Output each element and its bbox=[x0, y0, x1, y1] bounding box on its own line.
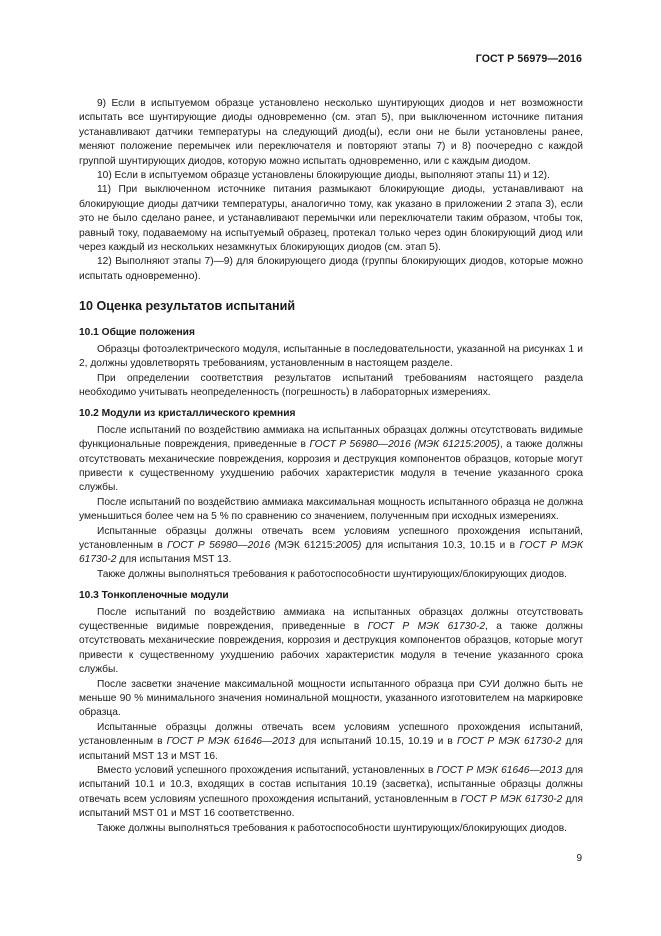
s10-2-paragraph-1 bbox=[79, 424, 583, 496]
subsection-10-1-heading: 10.1 Общие положения bbox=[79, 327, 195, 339]
text-run: для испытаний MST 01 и MST 16 соответственно. bbox=[79, 793, 583, 820]
text-run: для испытаний 10.1 и 10.3, входящих в состав испытания 10.19 (засветка), испытанные образцы должны отвечать всем условиям успешного прохождения испытаний, установленным в bbox=[79, 765, 583, 805]
standard-reference: ГОСТ Р МЭК 61730-2 bbox=[456, 736, 562, 748]
standard-reference: ГОСТ Р МЭК 61646—2013 bbox=[436, 765, 563, 777]
standard-reference: ГОСТ Р МЭК 61730-2 bbox=[460, 793, 563, 805]
subsection-10-3-heading: 10.3 Тонкопленочные модули bbox=[79, 590, 229, 602]
step-11: 11) При выключенном источнике питания размыкают блокирующие диоды, устанавливают на блокирующие диоды датчики температуры, аналогично тому, как указано в приложении 2 этапа 3), если это не было сделано ранее, и устанавливают перемычки или переключатели таким образом, чтобы ток, равный току, подаваемому на испытуемый образец, протекал только через один блокирующий диод или через каждый из нескольких незамкнутых блокирующих диодов (см. этап 5). bbox=[79, 184, 583, 254]
s10-3-paragraph-2: После засветки значение максимальной мощности испытанного образца при СУИ должно быть не меньше 90 % минимального значения номинальной мощности, указанного изготовителем на маркировке образца. bbox=[79, 678, 583, 719]
step-9: 9) Если в испытуемом образце установлено несколько шунтирующих диодов и нет возможности испытать все шунтирующие диоды одновременно (см. этап 5), при выключенном источнике питания устанавливают датчики температуры на следующий диод(ы), если они не были установлены ранее, меняют положение перемычек или переключателя и повторяют этапы 7) и 8) поочередно с каждой группой шунтирующих диодов, которую можно испытать одновременно, или с каждым диодом. bbox=[79, 98, 583, 167]
s10-3-paragraph-4 bbox=[79, 764, 583, 822]
text-run: , а также должны отсутствовать механические повреждения, коррозия и деструкция компонентов образцов, которые могут привести к существенному ухудшению рабочих характеристик модуля в течение указанного срока службы. bbox=[79, 621, 583, 676]
s10-2-paragraph-3 bbox=[79, 525, 583, 568]
text-run: для испытания 10.3, 10.15 и в bbox=[361, 539, 520, 551]
text-run: , а также должны отсутствовать механические повреждения, коррозия и деструкция компонентов образцов, которые могут привести к существенному ухудшению рабочих характеристик модуля в течение указанного срока службы. bbox=[79, 439, 583, 494]
standard-reference: ГОСТ Р 56980—2016 (МЭК 61215:2005) bbox=[309, 439, 500, 451]
s10-3-paragraph-3 bbox=[79, 721, 583, 764]
page-number: 9 bbox=[576, 853, 582, 864]
text-run: для испытаний MST 13 и MST 16. bbox=[79, 736, 583, 762]
text-run: Вместо условий успешного прохождения испытаний, установленных в bbox=[97, 765, 437, 777]
text-run: После испытаний по воздействию аммиака на испытанных образцах должны отсутствовать существенные видимые повреждения, приведенные в bbox=[79, 606, 583, 632]
text-run: Испытанные образцы должны отвечать всем условиям успешного прохождения испытаний, установленным в bbox=[79, 525, 583, 551]
text-run: для испытания MST 13. bbox=[116, 554, 232, 566]
s10-3-paragraph-5: Также должны выполняться требования к работоспособности шунтирующих/блокирующих диодов. bbox=[97, 822, 567, 834]
standard-reference: ГОСТ Р МЭК 61730-2 bbox=[367, 621, 485, 632]
text-run: МЭК 61215: bbox=[278, 539, 336, 551]
step-12: 12) Выполняют этапы 7)—9) для блокирующего диода (группы блокирующих диодов, которые можно испытать одновременно). bbox=[79, 256, 583, 282]
text-run: После испытаний по воздействию аммиака на испытанных образцах должны отсутствовать видимые функциональные повреждения, приведенные в bbox=[79, 424, 583, 451]
text-run: для испытаний 10.15, 10.19 и в bbox=[294, 736, 457, 748]
s10-3-paragraph-1 bbox=[79, 606, 583, 678]
s10-2-paragraph-2: После испытаний по воздействию аммиака максимальная мощность испытанного образца не должна уменьшиться более чем на 5 % по сравнению со значением, полученным при исходных измерениях. bbox=[79, 496, 583, 523]
s10-2-paragraph-4: Также должны выполняться требования к работоспособности шунтирующих/блокирующих диодов. bbox=[97, 568, 567, 580]
text-run: Испытанные образцы должны отвечать всем условиям успешного прохождения испытаний, установленным в bbox=[79, 721, 583, 748]
subsection-10-2-heading: 10.2 Модули из кристаллического кремния bbox=[79, 408, 296, 420]
s10-1-paragraph-1: Образцы фотоэлектрического модуля, испытанные в последовательности, указанной на рисунках 1 и 2, должны удовлетворять требованиям, установленным в настоящем разделе. bbox=[79, 343, 583, 370]
standard-reference: ГОСТ Р МЭК 61646—2013 bbox=[166, 736, 295, 748]
section-10-heading: 10 Оценка результатов испытаний bbox=[79, 299, 296, 314]
standard-reference: 2005) bbox=[335, 539, 362, 551]
step-10: 10) Если в испытуемом образце установлены блокирующие диоды, выполняют этапы 11) и 12). bbox=[97, 170, 550, 182]
standard-reference: ГОСТ Р 56980—2016 ( bbox=[167, 539, 279, 551]
page-content bbox=[79, 97, 583, 836]
s10-1-paragraph-2: При определении соответствия результатов испытаний требованиям настоящего раздела необходимо учитывать неопределенность (погрешность) в лабораторных измерениях. bbox=[79, 372, 583, 398]
standard-reference: ГОСТ Р МЭК 61730-2 bbox=[79, 539, 583, 566]
document-code-header: ГОСТ Р 56979—2016 bbox=[475, 53, 582, 65]
